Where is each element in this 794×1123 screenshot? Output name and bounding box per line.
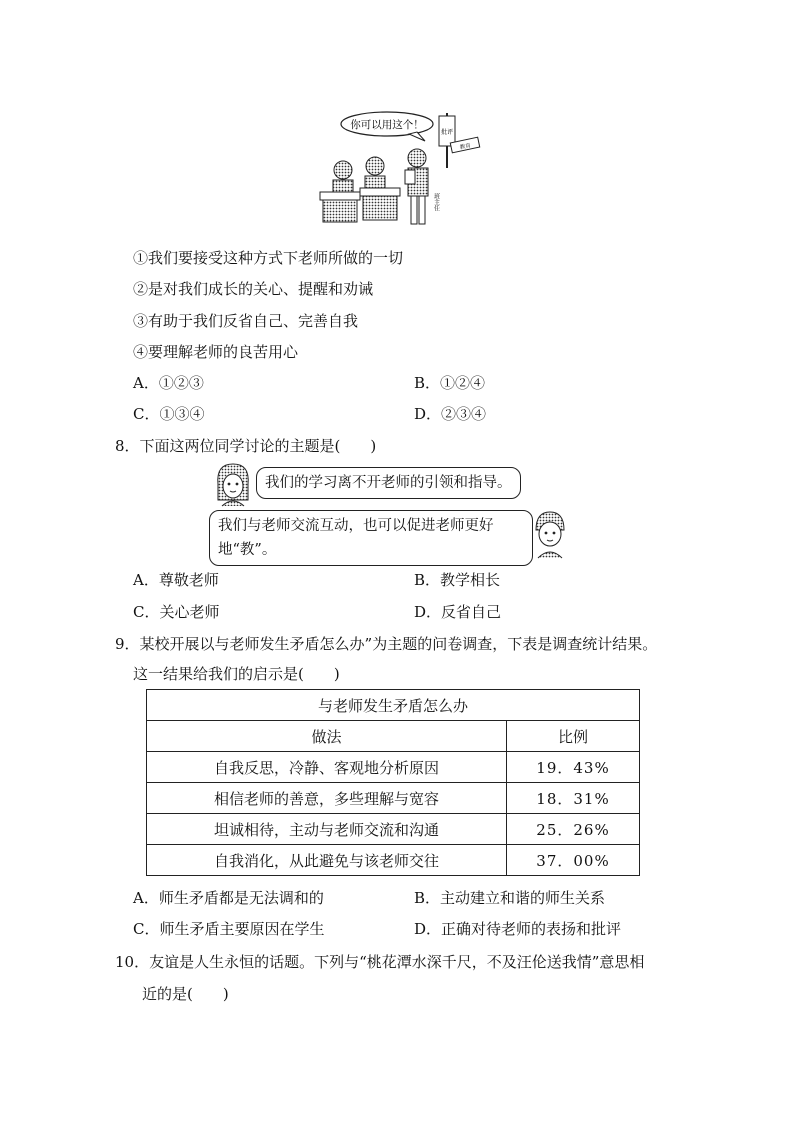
q9-stem-line1: 9．某校开展以与老师发生矛盾怎么办”为主题的问卷调查，下表是调查统计结果。 (115, 635, 658, 653)
q8-option-d[interactable]: D．反省自己 (414, 603, 502, 621)
table-row (147, 752, 640, 783)
q7-option-d[interactable]: D．②③④ (414, 405, 487, 423)
boy-avatar (530, 510, 570, 560)
q10-stem-line2: 近的是( ) (142, 985, 229, 1003)
table-cell-method: 自我消化，从此避免与该老师交往 (147, 845, 507, 876)
table-header-row (147, 721, 640, 752)
table-row (147, 783, 640, 814)
q7-statement-4: ④要理解老师的良苦用心 (133, 343, 299, 361)
q7-statement-2: ②是对我们成长的关心、提醒和劝诫 (133, 280, 374, 298)
svg-text:班主任: 班主任 (432, 193, 440, 211)
q10-stem-line1: 10．友谊是人生永恒的话题。下列与“桃花潭水深千尺，不及汪伦送我情”意思相 (115, 953, 645, 971)
q8-bubble-girl (256, 467, 521, 499)
q7-option-a[interactable]: A．①②③ (133, 374, 204, 392)
table-cell-ratio: 18．31% (507, 783, 640, 814)
students (320, 157, 400, 222)
table-cell-ratio: 37．00% (507, 845, 640, 876)
table-cell-method: 自我反思，冷静、客观地分析原因 (147, 752, 507, 783)
q9-option-d[interactable]: D．正确对待老师的表扬和批评 (414, 920, 622, 938)
table-title-row (147, 690, 640, 721)
table-header-method: 做法 (147, 721, 507, 752)
q7-statement-3: ③有助于我们反省自己、完善自我 (133, 312, 359, 330)
table-row (147, 845, 640, 876)
svg-text:教育: 教育 (459, 142, 472, 152)
table-cell-ratio: 25．26% (507, 814, 640, 845)
svg-text:批评: 批评 (440, 129, 454, 136)
q7-statement-1: ①我们要接受这种方式下老师所做的一切 (133, 249, 404, 267)
q7-option-b[interactable]: B．①②④ (414, 374, 486, 392)
q9-option-a[interactable]: A．师生矛盾都是无法调和的 (133, 889, 324, 907)
teacher (405, 149, 440, 224)
girl-avatar (212, 462, 254, 508)
speech-text: 你可以用这个！ (350, 119, 424, 131)
q7-option-c[interactable]: C．①③④ (133, 405, 205, 423)
table-cell-method: 相信老师的善意，多些理解与宽容 (147, 783, 507, 814)
table-cell-method: 坦诚相待，主动与老师交流和沟通 (147, 814, 507, 845)
table-title: 与老师发生矛盾怎么办 (147, 690, 640, 721)
q8-stem: 8．下面这两位同学讨论的主题是( ) (115, 437, 377, 455)
q8-bubble-boy-line2: 地“教”。 (218, 542, 277, 558)
q9-option-c[interactable]: C．师生矛盾主要原因在学生 (133, 920, 325, 938)
q8-bubble-boy (209, 510, 533, 566)
sign-post (439, 113, 480, 168)
survey-table (146, 689, 640, 876)
table-cell-ratio: 19．43% (507, 752, 640, 783)
q8-bubble-girl-text: 我们的学习离不开老师的引领和指导。 (265, 475, 512, 491)
q8-option-a[interactable]: A．尊敬老师 (133, 571, 219, 589)
table-row (147, 814, 640, 845)
table-header-ratio: 比例 (507, 721, 640, 752)
q8-option-c[interactable]: C．关心老师 (133, 603, 220, 621)
q7-illustration (305, 108, 490, 230)
q8-bubble-boy-line1: 我们与老师交流互动，也可以促进老师更好 (218, 518, 494, 534)
q9-stem-line2: 这一结果给我们的启示是( ) (133, 665, 340, 683)
q9-option-b[interactable]: B．主动建立和谐的师生关系 (414, 889, 606, 907)
q8-option-b[interactable]: B．教学相长 (414, 571, 501, 589)
